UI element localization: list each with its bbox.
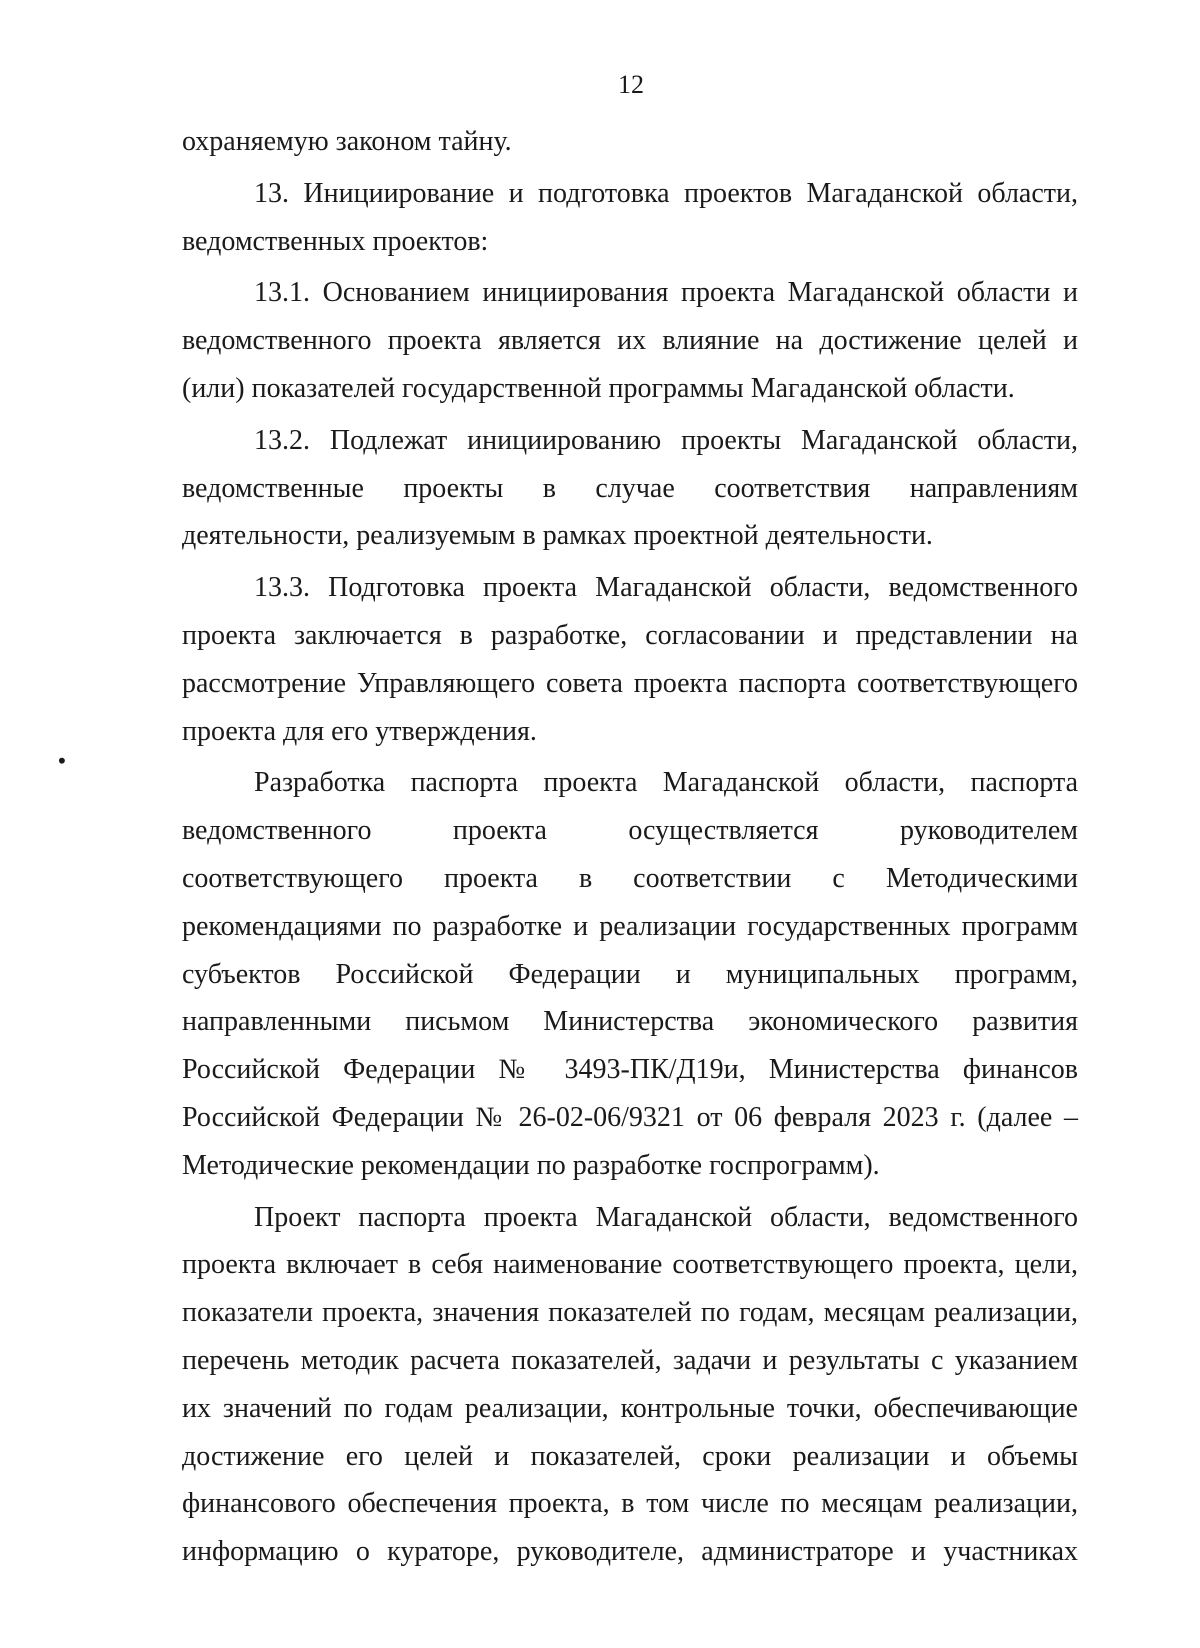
paragraph-13-1-start: 13.1. Основанием инициирования проекта Магаданской области и xyxy=(254,277,1078,309)
section-heading-13: 13. Инициирование и подготовка проектов Магаданской области, xyxy=(254,177,1078,209)
text-line: субъектов Российской Федерации и муниципальных программ, xyxy=(182,958,1078,990)
page-number: 12 xyxy=(618,70,644,99)
text-line: финансового обеспечения проекта, в том числе по месяцам реализации, xyxy=(182,1488,1078,1520)
text-line: направленными письмом Министерства экономического развития xyxy=(182,1006,1078,1038)
text-line: достижение его целей и показателей, сроки реализации и объемы xyxy=(182,1440,1078,1472)
text-line: охраняемую законом тайну. xyxy=(182,126,512,157)
paragraph-passport-contents-start: Проект паспорта проекта Магаданской области, ведомственного xyxy=(254,1201,1078,1233)
paragraph-13-3-start: 13.3. Подготовка проекта Магаданской области, ведомственного xyxy=(254,572,1078,604)
text-line: рассмотрение Управляющего совета проекта паспорта соответствующего xyxy=(182,667,1078,699)
text-line: Российской Федерации № 26-02-06/9321 от 06 февраля 2023 г. (далее – xyxy=(182,1101,1078,1133)
text-line: показатели проекта, значения показателей по годам, месяцам реализации, xyxy=(182,1297,1078,1329)
paragraph-13-2-start: 13.2. Подлежат инициированию проекты Магаданской области, xyxy=(254,424,1078,456)
text-line: ведомственных проектов: xyxy=(182,225,489,257)
text-line: проекта для его утверждения. xyxy=(182,715,537,747)
text-line: проекта включает в себя наименование соответствующего проекта, цели, xyxy=(182,1249,1078,1281)
text-line: (или) показателей государственной программы Магаданской области. xyxy=(182,372,1015,404)
text-line: информацию о кураторе, руководителе, администраторе и участниках xyxy=(182,1536,1078,1568)
text-line: рекомендациями по разработке и реализации государственных программ xyxy=(182,910,1078,942)
text-line: ведомственные проекты в случае соответствия направлениям xyxy=(182,472,1078,504)
text-line: ведомственного проекта осуществляется руководителем xyxy=(182,815,1078,847)
text-line: ведомственного проекта является их влияние на достижение целей и xyxy=(182,325,1078,357)
text-line: их значений по годам реализации, контрольные точки, обеспечивающие xyxy=(182,1392,1078,1424)
text-line: деятельности, реализуемым в рамках проектной деятельности. xyxy=(182,520,933,552)
text-line: Методические рекомендации по разработке госпрограмм). xyxy=(182,1149,880,1181)
text-line: соответствующего проекта в соответствии с Методическими xyxy=(182,862,1078,894)
text-line: перечень методик расчета показателей, задачи и результаты с указанием xyxy=(182,1344,1078,1376)
document-body xyxy=(182,118,1078,1576)
paragraph-passport-development-start: Разработка паспорта проекта Магаданской области, паспорта xyxy=(254,767,1078,799)
margin-mark: • xyxy=(55,747,69,774)
text-line: проекта заключается в разработке, согласовании и представлении на xyxy=(182,619,1078,651)
text-line: Российской Федерации № 3493-ПК/Д19и, Министерства финансов xyxy=(182,1054,1078,1086)
